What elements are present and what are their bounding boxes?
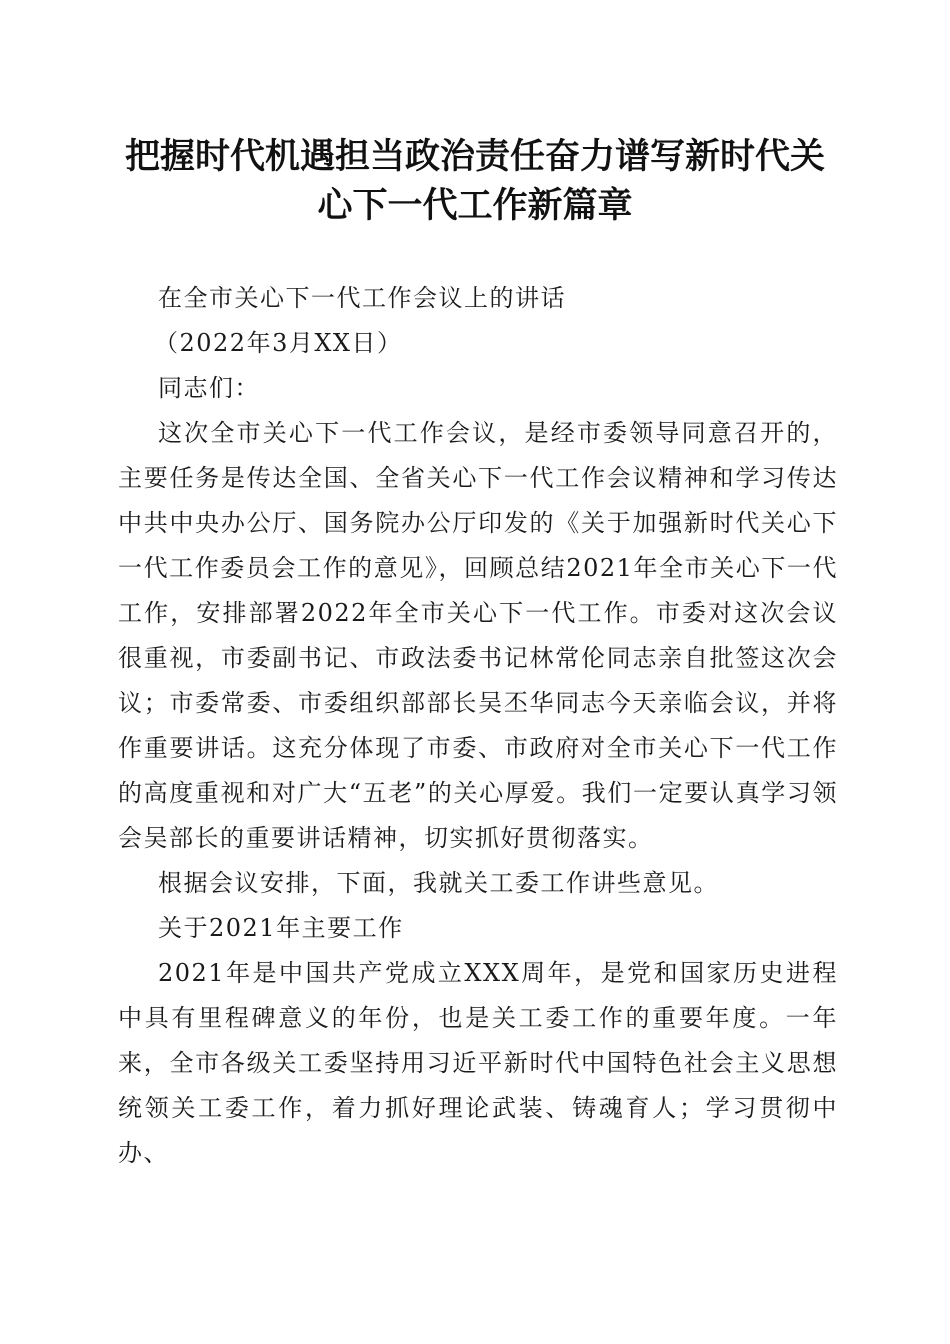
- paragraph-3: 2021年是中国共产党成立XXX周年，是党和国家历史进程中具有里程碑意义的年份，也是关工委工作的重要年度。一年来，全市各级关工委坚持用习近平新时代中国特色社会主义思想统领关工委工作，着力抓好理论武装、铸魂育人；学习贯彻中办、: [118, 959, 838, 1167]
- paragraph-2: 根据会议安排，下面，我就关工委工作讲些意见。: [158, 869, 719, 897]
- salutation: 同志们：: [158, 374, 260, 402]
- title-line-1: 把握时代机遇担当政治责任奋力谱写新时代关: [124, 136, 825, 177]
- document-body: [118, 276, 838, 1176]
- speech-subtitle: 在全市关心下一代工作会议上的讲话: [158, 284, 566, 312]
- section-heading: 关于2021年主要工作: [158, 914, 404, 942]
- document-title: [100, 132, 850, 230]
- title-line-2: 心下一代工作新篇章: [317, 185, 633, 226]
- speech-date: （2022年3月XX日）: [154, 329, 403, 357]
- paragraph-1: 这次全市关心下一代工作会议，是经市委领导同意召开的，主要任务是传达全国、全省关心下一代工作会议精神和学习传达中共中央办公厅、国务院办公厅印发的《关于加强新时代关心下一代工作委员会工作的意见》，回顾总结2021年全市关心下一代工作，安排部署2022年全市关心下一代工作。市委对这次会议很重视，市委副书记、市政法委书记林常伦同志亲自批签这次会议；市委常委、市委组织部部长吴丕华同志今天亲临会议，并将作重要讲话。这充分体现了市委、市政府对全市关心下一代工作的高度重视和对广大“五老”的关心厚爱。我们一定要认真学习领会吴部长的重要讲话精神，切实抓好贯彻落实。: [118, 419, 838, 852]
